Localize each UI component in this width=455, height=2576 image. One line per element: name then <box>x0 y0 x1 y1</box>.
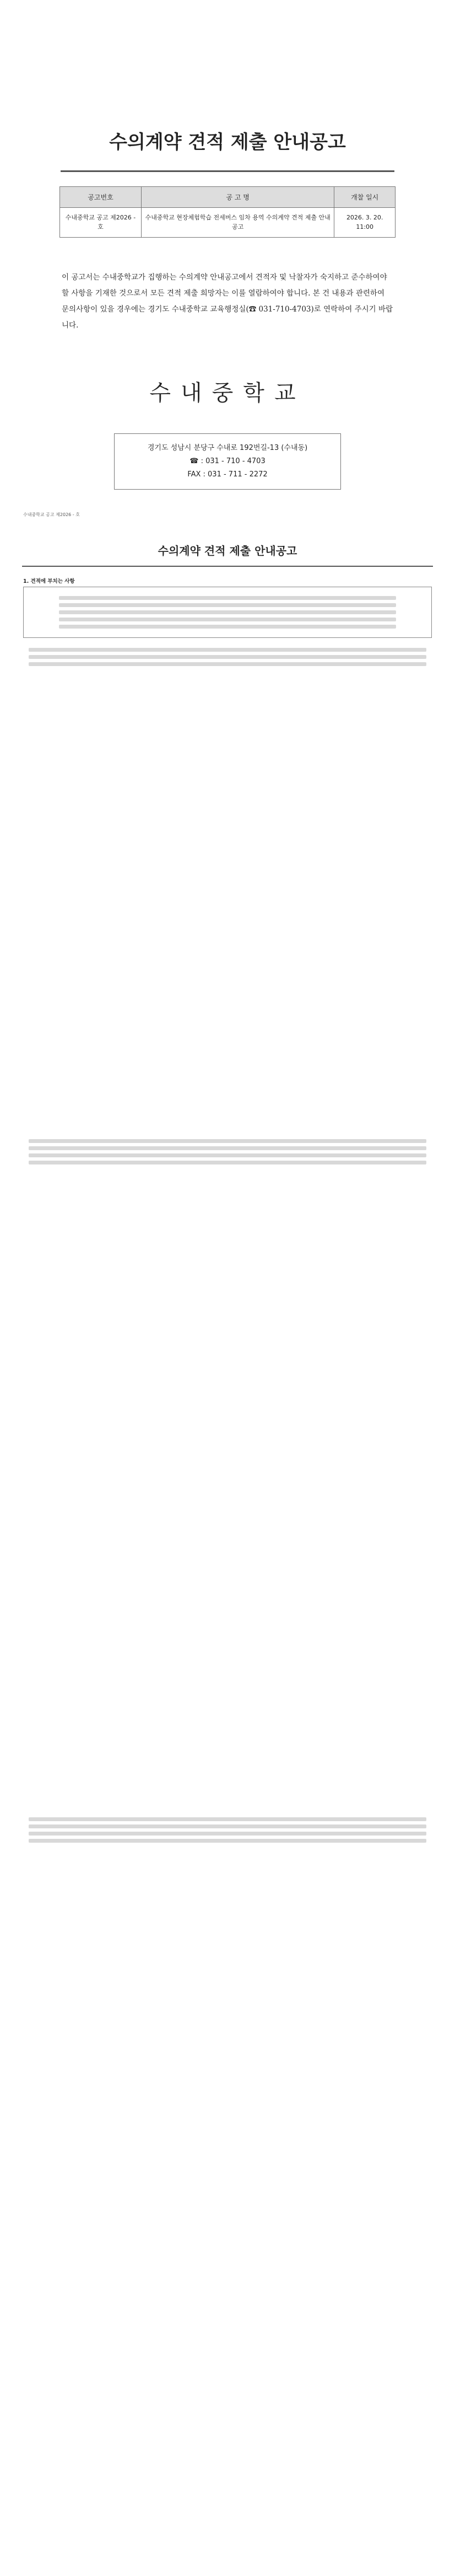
text-line-placeholder <box>29 1839 426 1843</box>
text-line-placeholder <box>29 1153 426 1157</box>
notice-page-1 <box>0 0 455 479</box>
notice-page-4 <box>0 1814 455 2576</box>
page-header: 수내중학교 공고 제2026 - 호 <box>23 512 80 517</box>
address-line: 경기도 성남시 분당구 수내로 192번길-13 (수내동) <box>147 444 308 453</box>
notice-page-3 <box>0 1136 455 1814</box>
doc-title: 수의계약 견적 제출 안내공고 <box>158 544 297 557</box>
summary-cell: 수내중학교 공고 제2026 - 호 <box>60 208 142 238</box>
text-line-placeholder <box>29 655 426 659</box>
text-line-placeholder <box>29 1824 426 1828</box>
text-line-placeholder <box>29 1817 426 1821</box>
text-line-placeholder <box>29 1832 426 1836</box>
text-line-placeholder <box>29 1161 426 1164</box>
fax-line: FAX : 031 - 711 - 2272 <box>187 470 268 479</box>
text-line-placeholder <box>59 618 396 621</box>
summary-header-cell: 공 고 명 <box>142 187 334 208</box>
text-line-placeholder <box>59 625 396 629</box>
notice-title: 수의계약 견적 제출 안내공고 <box>109 131 346 153</box>
text-line-placeholder <box>29 1139 426 1143</box>
content-placeholder <box>23 587 432 638</box>
summary-header-cell: 공고번호 <box>60 187 142 208</box>
school-name: 수내중학교 <box>149 380 306 406</box>
text-line-placeholder <box>29 1146 426 1150</box>
text-line-placeholder <box>29 648 426 652</box>
title-rule <box>61 170 394 172</box>
notice-paragraph: 이 공고서는 수내중학교가 집행하는 수의계약 안내공고에서 견적자 및 낙찰자가 숙지하고 준수하여야 할 사항을 기재한 것으로서 모든 견적 제출 희망자는 이를 열람하여야 합니다. 본 건 내용과 관련하여 문의사항이 있을 경우에는 경기도 수내중학교 교육행정실(☎ 031-710-4703)로 연락하여 주시기 바랍니다. <box>62 273 393 330</box>
text-line-placeholder <box>29 662 426 666</box>
summary-header-cell: 개찰 일시 <box>334 187 396 208</box>
text-line-placeholder <box>59 603 396 607</box>
summary-cell: 2026. 3. 20. 11:00 <box>334 208 396 238</box>
text-line-placeholder <box>59 596 396 600</box>
phone-line: ☎ : 031 - 710 - 4703 <box>189 457 266 466</box>
notice-page-2 <box>0 474 455 1136</box>
text-line-placeholder <box>59 610 396 614</box>
section-heading: 1. 견적에 부치는 사항 <box>23 578 75 584</box>
title-rule <box>22 566 433 567</box>
summary-cell: 수내중학교 현장체험학습 전세버스 임차 용역 수의계약 견적 제출 안내공고 <box>142 208 334 238</box>
summary-table <box>59 186 396 238</box>
